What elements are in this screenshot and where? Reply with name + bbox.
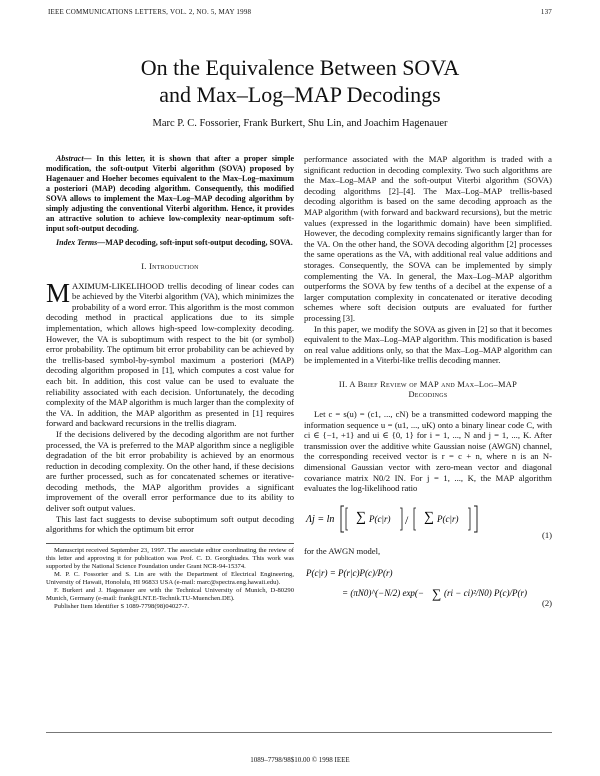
abstract-text: In this letter, it is shown that after a proper simple modification, the soft-output Viterbi algorithm (SOVA) proposed by Hagenauer and Hoeher becomes equivalent to the Max–Log–maximum a posteriori (MAP) decoding algorithm. Consequently, this modified SOVA allows to implement the Max–Log–MAP decoding algorithm by simply adjusting the conventional Viterbi algorithm. Hence, it provides an attractive solution to achieve low-complexity near-optimum soft-input soft-output decoding.: [46, 154, 294, 233]
page-number: 137: [540, 8, 552, 16]
index-terms-text: MAP decoding, soft-input soft-output decoding, SOVA.: [105, 238, 293, 247]
footer-rule: [46, 732, 552, 733]
footnote-affiliation-munich: F. Burkert and J. Hagenauer are with the Technical University of Munich, D-80290 Munich, Germany (e-mail: frank@LNT.E-Technik.TU-Muenchen.DE).: [46, 586, 294, 602]
right-paragraph-3: Let c = s(u) = (c1, ..., cN) be a transmitted codeword mapping the information sequence u = (u1, ..., uK) onto a binary linear code C, with ci ∈ {−1, +1} and ui ∈ {0, 1} for i = 1, ..., N and j = 1, ..., K. After transmission over the additive white Gaussian noise (AWGN) channel, the corresponding received vector is r = c + n, where n is an N-dimensional Gaussian vector with zero-mean vector and diagonal covariance matrix N0/2 IN. For j = 1, ..., K, the MAP algorithm evaluates the log-likelihood ratio: [304, 409, 552, 494]
svg-text:(ri − ci)²/N0) P(c)/P(r): (ri − ci)²/N0) P(c)/P(r): [444, 588, 527, 599]
right-paragraph-2: In this paper, we modify the SOVA as given in [2] so that it becomes equivalent to the Max–Log–MAP algorithm. This modification is based on real value additions only, so that the Max–Log–MAP algorithm can be implemented in a Viterbi-like trellis decoding manner.: [304, 323, 552, 366]
svg-text:Λj = ln: Λj = ln: [306, 513, 335, 525]
equation-1: [304, 502, 552, 540]
left-column: [46, 154, 294, 611]
footnote-publisher-id: Publisher Item Identifier S 1089-7798(98)04027-7.: [54, 602, 189, 610]
author-list: Marc P. C. Fossorier, Frank Burkert, Shu Lin, and Joachim Hagenauer: [152, 118, 448, 129]
equation-2: [304, 564, 552, 609]
right-paragraph-1: performance associated with the MAP algorithm is traded with a significant reduction in decoding complexity. Two such algorithms are the Max–Log–MAP and the soft-output Viterbi algorithm (SOVA) decoding algorithms [2]–[4]. The Max–Log–MAP trellis-based decoding algorithm is based on the same decoding approach as the MAP algorithm (with forward and backward recursions), but the metric values (expressed in the logarithmic domain) have been simplified. However, the decoding complexity remains significantly larger than for the VA. On the other hand, the SOVA decoding algorithm [2] processes the same operations as the VA, with additional real value additions and storages. Consequently, the SOVA can be implemented by simply complementing the VA. In general, the Max–Log–MAP algorithm outperforms the SOVA by few tenths of a decibel at the expense of a larger computation complexity in concatenated or iterative decoding schemes where soft decision outputs are evaluated for further processing [3].: [304, 154, 552, 323]
right-paragraph-4: for the AWGN model,: [304, 545, 381, 556]
section-heading-review-line-1: II. A Brief Review of MAP and Max–Log–MAP: [338, 379, 518, 389]
svg-text:P(c|r) = P(r|c)P(c)/P(r): P(c|r) = P(r|c)P(c)/P(r): [306, 568, 393, 579]
svg-text:∑: ∑: [356, 509, 366, 525]
svg-text:∑: ∑: [432, 586, 442, 602]
intro-paragraph-2: If the decisions delivered by the decoding algorithm are not further processed, the VA is preferred to the MAP algorithm since a negligible degradation of the bit error probability is achieved by an enormous reduction in decoding complexity. On the other hand, if these decisions are further processed, such as for concatenated schemes or iterative-decoding methods, the MAP algorithm provides a significant improvement of the overall error performance due to its ability to deliver soft output values.: [46, 428, 294, 514]
svg-text:P(c|r): P(c|r): [437, 513, 459, 524]
intro-paragraph-3: This last fact suggests to devise suboptimum soft output decoding algorithms for which the optimum bit error: [46, 513, 294, 535]
drop-cap: M: [46, 277, 71, 308]
section-heading-review-line-2: Decodings: [408, 390, 448, 400]
title-line-2: and Max–Log–MAP Decodings: [159, 82, 441, 107]
abstract: [46, 154, 294, 234]
svg-text:= (πN0)^(−N/2) exp(−: = (πN0)^(−N/2) exp(−: [342, 588, 425, 599]
equation-2-graphic: [304, 564, 527, 604]
equation-2-number: (2): [541, 598, 552, 609]
journal-name: IEEE COMMUNICATIONS LETTERS, VOL. 2, NO. 5, MAY 1998: [48, 8, 252, 16]
intro-paragraph-1: [46, 277, 294, 429]
title-line-1: On the Equivalence Between SOVA: [140, 55, 460, 80]
footnotes: [46, 543, 294, 611]
intro-paragraph-1-text: AXIMUM-LIKELIHOOD trellis decoding of linear codes can be achieved by the Viterbi algorithm (VA), which minimizes the probability of a word error. This algorithm is the most common decoding method in practical applications due to its simple implementation, which allows high-speed low-complexity decoding. However, the VA is suboptimum with respect to the bit (or symbol) error probability. The optimum bit error probability can be achieved by the trellis-based symbol-by-symbol maximum a posteriori (MAP) decoding algorithm proposed in [1], which computes a cost value for each bit. In addition, this cost value can be used to evaluate the reliability associated with each decision. Unfortunately, the decoding complexity of the MAP algorithm is much larger than the complexity of the VA. In addition, the MAP algorithm as presented in [1] requires forward and backward recursions in the trellis diagram.: [46, 280, 294, 429]
index-terms-label: Index Terms—: [56, 238, 106, 247]
svg-text:∑: ∑: [424, 509, 434, 525]
abstract-label: Abstract—: [56, 154, 92, 163]
copyright-footer: 1089–7798/98$10.00 © 1998 IEEE: [250, 756, 350, 764]
equation-1-number: (1): [541, 529, 552, 540]
right-column: [304, 154, 552, 612]
footnote-manuscript: Manuscript received September 23, 1997. The associate editor coordinating the review of this letter and approving it for publication was Prof. C. D. Georghiades. This work was supported by the National Science Foundation under Grant NCR-94-15374.: [46, 546, 294, 570]
paper-title: [40, 54, 560, 108]
section-heading-introduction: I. Introduction: [141, 262, 199, 271]
running-header: [48, 8, 552, 20]
svg-text:/: /: [405, 512, 409, 527]
svg-text:P(c|r): P(c|r): [369, 513, 391, 524]
section-heading-review: [304, 380, 552, 401]
index-terms: [46, 238, 294, 248]
footnote-affiliation-hawaii: M. P. C. Fossorier and S. Lin are with the Department of Electrical Engineering, University of Hawaii, Honolulu, HI 96833 USA (e-mail: marc@spectra.eng.hawaii.edu).: [46, 570, 294, 586]
equation-1-graphic: [304, 502, 514, 536]
